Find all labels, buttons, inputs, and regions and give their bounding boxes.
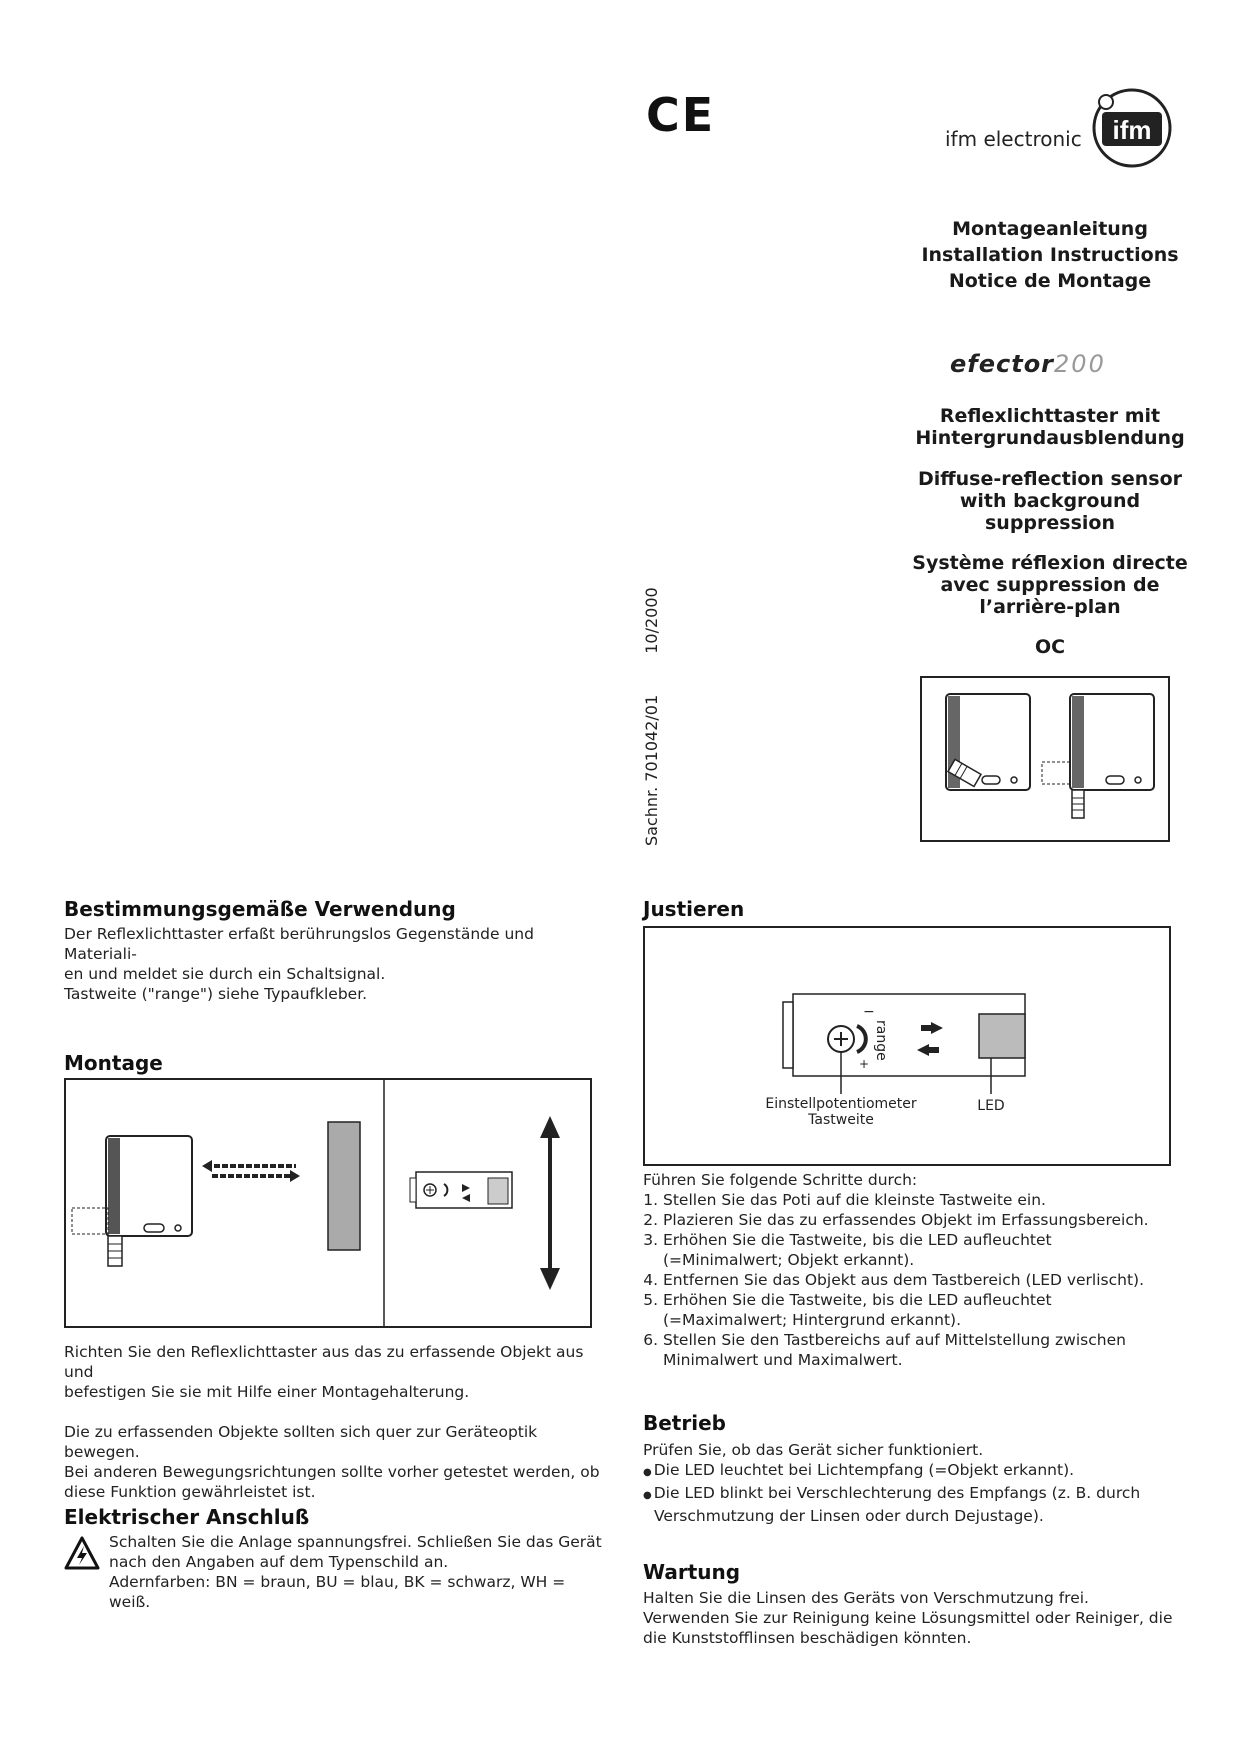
range-label: range [873,1020,889,1061]
operation-bullets [643,1460,1173,1526]
usage-line: Der Reflexlichttaster erfaßt berührungslos Gegenstände und Materiali- [64,925,534,963]
title-de: Montageanleitung [952,218,1148,240]
step-item: 3. Erhöhen Sie die Tastweite, bis die LED aufleuchtet (=Minimalwert; Objekt erkannt). [663,1230,1173,1270]
maintenance-text [643,1588,1173,1648]
movement-direction-arrow [540,1116,560,1290]
electrical-line: nach den Angaben auf dem Typenschild an. [109,1553,449,1571]
usage-line: Tastweite ("range") siehe Typaufkleber. [64,985,368,1003]
svg-text:−: − [863,1004,875,1020]
step-item: 4. Entfernen Sie das Objekt aus dem Tastbereich (LED verlischt). [663,1270,1173,1290]
mounting-line: befestigen Sie sie mit Hilfe einer Montagehalterung. [64,1383,470,1401]
product-illustration [920,676,1170,842]
heading-maintenance: Wartung [643,1560,741,1584]
heading-adjust: Justieren [643,897,745,921]
mounting-line: Richten Sie den Reflexlichttaster aus das zu erfassende Objekt aus und [64,1343,584,1381]
mounting-diagram [64,1078,592,1328]
warning-icon [64,1536,100,1574]
adjust-intro: Führen Sie folgende Schritte durch: [643,1171,918,1189]
article-number-vertical [642,551,661,846]
brand-name: ifm electronic [945,127,1082,151]
usage-line: en und meldet sie durch ein Schaltsignal. [64,965,386,983]
doc-titles [900,216,1200,294]
mounting-line: diese Funktion gewährleistet ist. [64,1483,316,1501]
product-name: efector [950,350,1055,378]
title-en: Installation Instructions [921,244,1179,266]
electrical-text [109,1532,609,1612]
maintenance-line: Verwenden Sie zur Reinigung keine Lösungsmittel oder Reiniger, die [643,1609,1173,1627]
product-logo [950,350,1106,378]
steps-list [643,1190,1173,1370]
article-number: Sachnr. 701042/01 [642,694,661,846]
mounting-line: Die zu erfassenden Objekte sollten sich quer zur Geräteoptik bewegen. [64,1423,538,1461]
adjust-diagram [643,926,1171,1166]
mounting-line: Bei anderen Bewegungsrichtungen sollte vorher getestet werden, ob [64,1463,600,1481]
issue-date: 10/2000 [642,587,661,654]
mounting-text [64,1342,604,1502]
adjust-steps [643,1170,1173,1370]
ce-mark: CE [646,88,716,142]
step-item: 5. Erhöhen Sie die Tastweite, bis die LED aufleuchtet (=Maximalwert; Hintergrund erkannt). [663,1290,1173,1330]
heading-mounting: Montage [64,1051,163,1075]
step-item: 6. Stellen Sie den Tastbereichs auf auf Mittelstellung zwischen Minimalwert und Maximalwert. [663,1330,1173,1370]
desc-en-line: with background [959,490,1141,512]
electrical-line: Schalten Sie die Anlage spannungsfrei. Schließen Sie das Gerät [109,1533,602,1551]
usage-text [64,924,604,1004]
maintenance-line: Halten Sie die Linsen des Geräts von Verschmutzung frei. [643,1589,1089,1607]
led-label: LED [977,1098,1005,1114]
product-desc-en [900,468,1200,534]
electrical-line: Adernfarben: BN = braun, BU = blau, BK = schwarz, WH = weiß. [109,1573,566,1611]
step-item: 1. Stellen Sie das Poti auf die kleinste Tastweite ein. [663,1190,1173,1210]
product-desc-de [900,405,1200,449]
desc-fr-line: l’arrière-plan [979,596,1121,618]
heading-usage: Bestimmungsgemäße Verwendung [64,897,456,921]
operation-intro: Prüfen Sie, ob das Gerät sicher funktioniert. [643,1441,984,1459]
operation-bullet: ● Die LED blinkt bei Verschlechterung des Empfangs (z. B. durch Verschmutzung der Linsen oder durch Dejustage). [643,1483,1173,1526]
desc-de-line: Hintergrundausblendung [915,427,1185,449]
operation-text [643,1440,1173,1526]
desc-de-line: Reflexlichttaster mit [939,405,1161,427]
ifm-logo [1092,88,1172,172]
pot-label-2: Tastweite [808,1112,874,1128]
heading-electrical: Elektrischer Anschluß [64,1505,310,1529]
product-suffix: 200 [1054,350,1106,378]
desc-fr-line: avec suppression de [940,574,1160,596]
desc-en-line: Diffuse-reflection sensor [917,468,1182,490]
logo-text: ifm [1112,115,1152,145]
desc-fr-line: Système réflexion directe [912,552,1188,574]
mini-sensor [410,1172,512,1208]
svg-text:+: + [859,1057,870,1071]
target-object [328,1122,360,1250]
led-window [979,1014,1025,1058]
step-item: 2. Plazieren Sie das zu erfassendes Objekt im Erfassungsbereich. [663,1210,1173,1230]
mounting-sensor [72,1136,192,1266]
desc-en-line: suppression [984,512,1115,534]
product-desc-fr [900,552,1200,618]
heading-operation: Betrieb [643,1411,726,1435]
pot-label-1: Einstellpotentiometer [765,1096,917,1112]
title-fr: Notice de Montage [948,270,1152,292]
sensor-angled-connector [946,694,1030,790]
product-code: OC [1034,636,1066,658]
operation-bullet: ● Die LED leuchtet bei Lichtempfang (=Objekt erkannt). [643,1460,1173,1483]
sensor-straight-connector [1042,694,1154,818]
light-beam-arrows [202,1160,300,1182]
maintenance-line: die Kunststofflinsen beschädigen könnten. [643,1629,972,1647]
